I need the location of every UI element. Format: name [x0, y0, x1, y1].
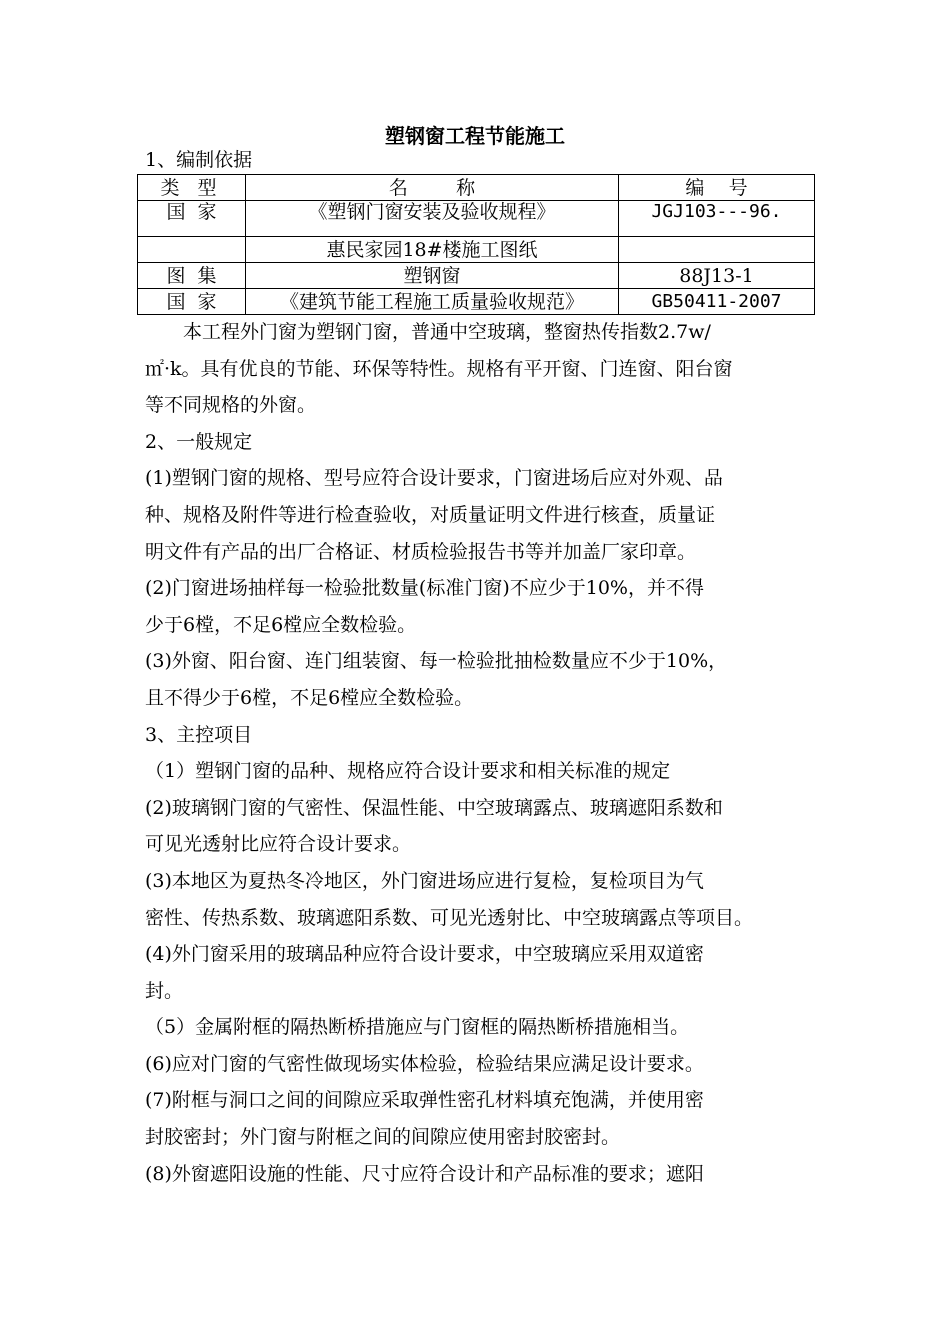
cell-number: GB50411-2007 — [619, 289, 815, 315]
paragraph-line: (4)外门窗采用的玻璃品种应符合设计要求，中空玻璃应采用双道密 — [145, 943, 704, 966]
paragraph-line: 少于6樘，不足6樘应全数检验。 — [145, 613, 417, 636]
paragraph-line: (3)本地区为夏热冬冷地区，外门窗进场应进行复检，复检项目为气 — [145, 869, 704, 892]
paragraph-line: 本工程外门窗为塑钢门窗，普通中空玻璃，整窗热传指数2.7w/ — [183, 321, 711, 343]
cell-number: 88J13-1 — [619, 263, 815, 289]
cell-type: 图 集 — [138, 263, 246, 289]
paragraph-line: 封。 — [145, 979, 184, 1002]
page-title: 塑钢窗工程节能施工 — [385, 124, 565, 148]
cell-name: 塑钢窗 — [246, 263, 619, 289]
cell-type: 国 家 — [138, 289, 246, 315]
section-heading-basis: 1、编制依据 — [145, 149, 253, 171]
cell-number — [619, 237, 815, 263]
cell-type — [138, 237, 246, 263]
paragraph-line: 可见光透射比应符合设计要求。 — [145, 833, 412, 856]
paragraph-line: （1）塑钢门窗的品种、规格应符合设计要求和相关标准的规定 — [145, 760, 671, 783]
paragraph-line: 等不同规格的外窗。 — [145, 394, 317, 417]
table-row — [138, 289, 815, 315]
paragraph-line: (8)外窗遮阳设施的性能、尺寸应符合设计和产品标准的要求；遮阳 — [145, 1162, 704, 1185]
paragraph-line: 密性、传热系数、玻璃遮阳系数、可见光透射比、中空玻璃露点等项目。 — [145, 906, 754, 929]
header-name: 名 称 — [246, 175, 619, 201]
paragraph-line: (2)门窗进场抽样每一检验批数量(标准门窗)不应少于10%，并不得 — [145, 577, 704, 600]
paragraph-line: 明文件有产品的出厂合格证、材质检验报告书等并加盖厂家印章。 — [145, 540, 697, 563]
table-header-row — [138, 175, 815, 201]
header-number: 编 号 — [619, 175, 815, 201]
paragraph-line: (2)玻璃钢门窗的气密性、保温性能、中空玻璃露点、玻璃遮阳系数和 — [145, 796, 723, 819]
cell-name: 《建筑节能工程施工质量验收规范》 — [246, 289, 619, 315]
paragraph-line: 封胶密封；外门窗与附框之间的间隙应使用密封胶密封。 — [145, 1126, 621, 1149]
basis-table — [137, 174, 815, 315]
cell-name: 《塑钢门窗安装及验收规程》 — [246, 201, 619, 237]
paragraph-line: 种、规格及附件等进行检查验收，对质量证明文件进行核查，质量证 — [145, 503, 716, 526]
paragraph-line: (6)应对门窗的气密性做现场实体检验，检验结果应满足设计要求。 — [145, 1052, 704, 1075]
cell-number: JGJ103---96. — [619, 201, 815, 237]
table-row — [138, 237, 815, 263]
document-body — [145, 314, 815, 1192]
paragraph-line: ㎡·k。具有优良的节能、环保等特性。规格有平开窗、门连窗、阳台窗 — [145, 357, 733, 380]
section-heading-main-control: 3、主控项目 — [145, 723, 253, 746]
paragraph-line: (7)附框与洞口之间的间隙应采取弹性密孔材料填充饱满，并使用密 — [145, 1089, 704, 1112]
section-heading-general: 2、一般规定 — [145, 430, 253, 453]
cell-type: 国 家 — [138, 201, 246, 237]
paragraph-line: （5）金属附框的隔热断桥措施应与门窗框的隔热断桥措施相当。 — [145, 1016, 690, 1039]
table-row — [138, 263, 815, 289]
cell-name: 惠民家园18#楼施工图纸 — [246, 237, 619, 263]
paragraph-line: (1)塑钢门窗的规格、型号应符合设计要求，门窗进场后应对外观、品 — [145, 467, 723, 490]
paragraph-line: (3)外窗、阳台窗、连门组装窗、每一检验批抽检数量应不少于10%， — [145, 650, 728, 673]
header-type: 类 型 — [138, 175, 246, 201]
paragraph-line: 且不得少于6樘，不足6樘应全数检验。 — [145, 686, 474, 709]
table-row — [138, 201, 815, 237]
